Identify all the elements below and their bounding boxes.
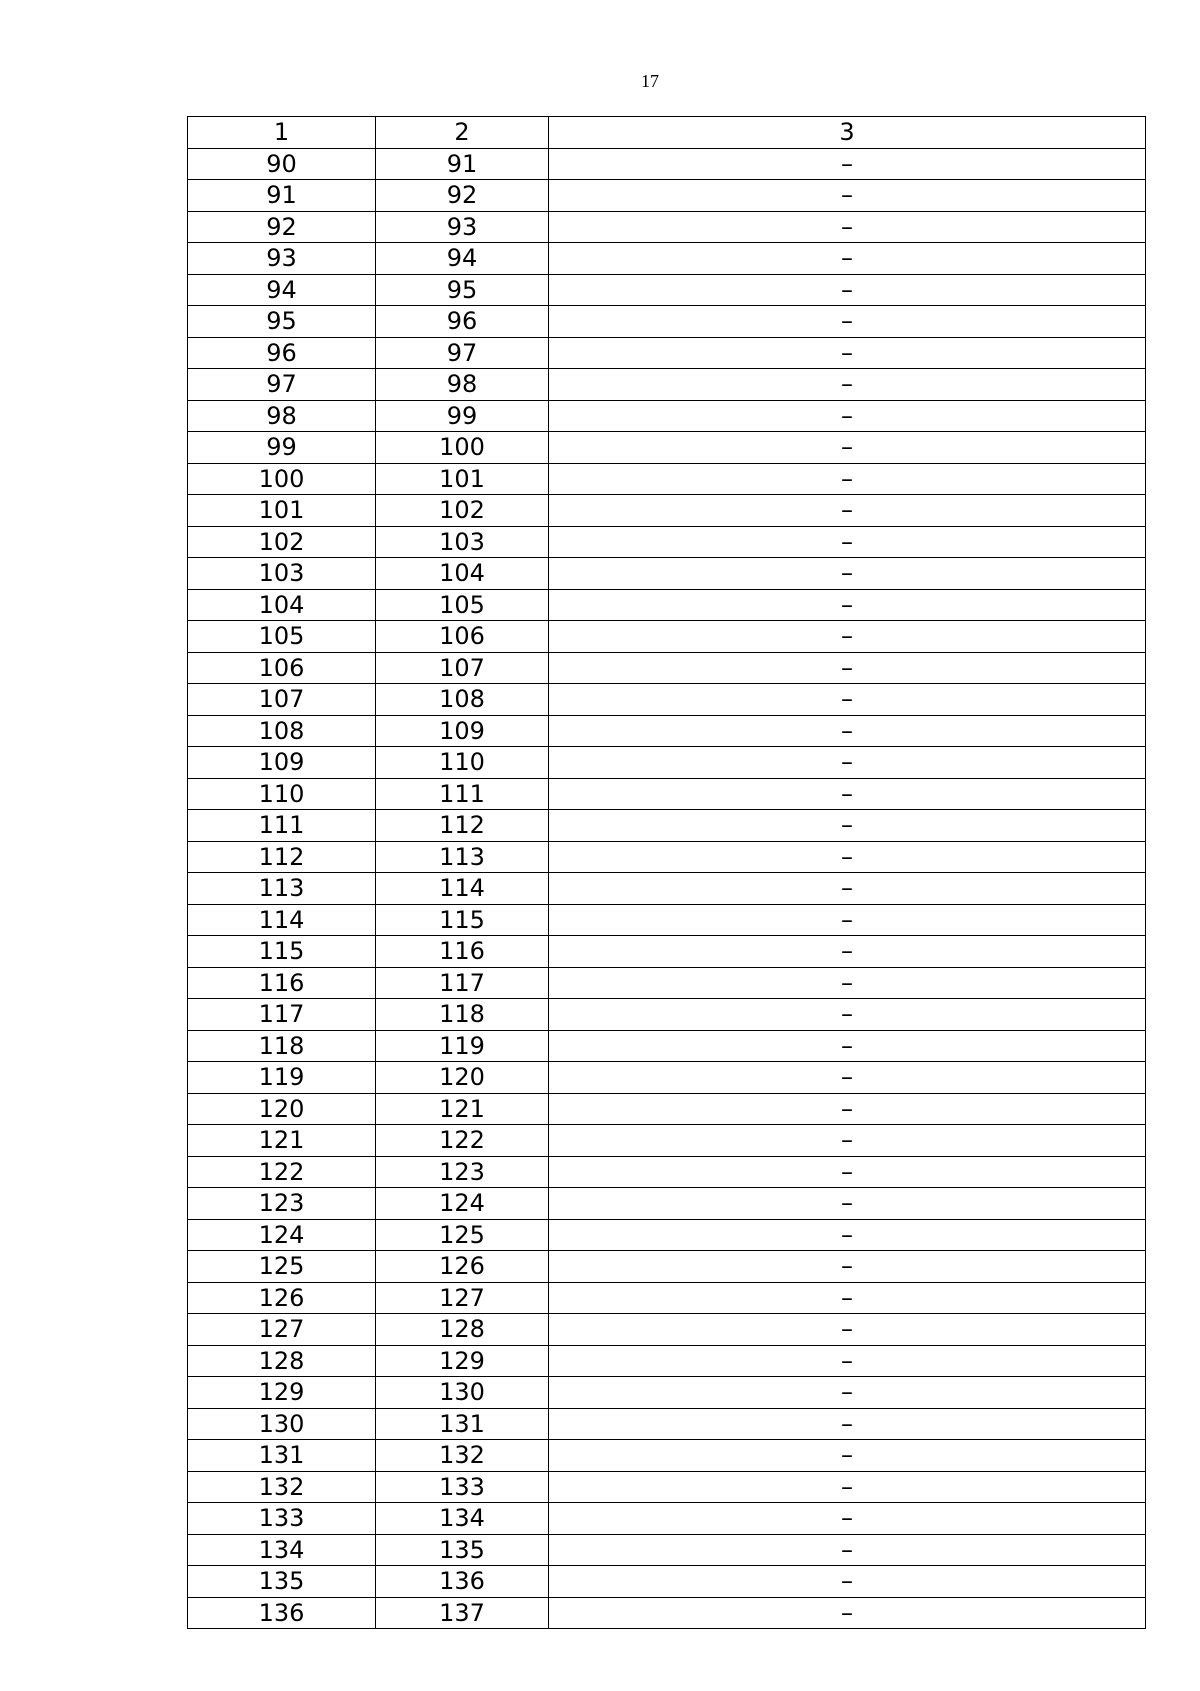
table-cell-col2: 98 (376, 369, 549, 401)
table-cell-col1: 132 (188, 1471, 376, 1503)
table-row (188, 463, 1146, 495)
table-cell-col3: – (549, 432, 1146, 464)
table-body (188, 117, 1146, 1629)
table-cell-col2: 127 (376, 1282, 549, 1314)
header-cell-col1: 1 (188, 117, 376, 149)
table-cell-col3: – (549, 1597, 1146, 1629)
table-row (188, 1156, 1146, 1188)
table-cell-col2: 136 (376, 1566, 549, 1598)
table-cell-col3: – (549, 1503, 1146, 1535)
table-cell-col2: 112 (376, 810, 549, 842)
table-row (188, 1471, 1146, 1503)
table-row (188, 904, 1146, 936)
table-cell-col1: 106 (188, 652, 376, 684)
table-cell-col2: 135 (376, 1534, 549, 1566)
table-row (188, 306, 1146, 338)
table-cell-col3: – (549, 274, 1146, 306)
table-cell-col2: 115 (376, 904, 549, 936)
table-cell-col2: 106 (376, 621, 549, 653)
table-cell-col1: 136 (188, 1597, 376, 1629)
table-row (188, 1030, 1146, 1062)
table-cell-col2: 124 (376, 1188, 549, 1220)
table-cell-col1: 96 (188, 337, 376, 369)
table-cell-col3: – (549, 967, 1146, 999)
table-row (188, 1251, 1146, 1283)
table-cell-col2: 114 (376, 873, 549, 905)
table-row (188, 1062, 1146, 1094)
table-cell-col3: – (549, 306, 1146, 338)
table-cell-col3: – (549, 180, 1146, 212)
table-cell-col1: 90 (188, 148, 376, 180)
table-cell-col2: 113 (376, 841, 549, 873)
table-cell-col3: – (549, 589, 1146, 621)
table-cell-col3: – (549, 873, 1146, 905)
table-cell-col1: 133 (188, 1503, 376, 1535)
table-row (188, 180, 1146, 212)
table-cell-col2: 100 (376, 432, 549, 464)
table-cell-col1: 98 (188, 400, 376, 432)
table-header-row (188, 117, 1146, 149)
table-cell-col2: 111 (376, 778, 549, 810)
table-row (188, 873, 1146, 905)
table-cell-col1: 128 (188, 1345, 376, 1377)
table-cell-col3: – (549, 1282, 1146, 1314)
table-cell-col3: – (549, 1314, 1146, 1346)
table-cell-col2: 102 (376, 495, 549, 527)
table-cell-col3: – (549, 1566, 1146, 1598)
table-row (188, 810, 1146, 842)
table-cell-col3: – (549, 652, 1146, 684)
table-cell-col2: 121 (376, 1093, 549, 1125)
table-row (188, 432, 1146, 464)
table-cell-col2: 131 (376, 1408, 549, 1440)
table-cell-col3: – (549, 1156, 1146, 1188)
table-cell-col3: – (549, 1408, 1146, 1440)
table-cell-col1: 135 (188, 1566, 376, 1598)
table-cell-col1: 118 (188, 1030, 376, 1062)
table-cell-col1: 101 (188, 495, 376, 527)
table-cell-col1: 124 (188, 1219, 376, 1251)
table-cell-col2: 108 (376, 684, 549, 716)
table-cell-col1: 109 (188, 747, 376, 779)
table-cell-col3: – (549, 1534, 1146, 1566)
table-cell-col1: 114 (188, 904, 376, 936)
table-row (188, 1219, 1146, 1251)
table-cell-col2: 137 (376, 1597, 549, 1629)
table-row (188, 243, 1146, 275)
table-cell-col1: 122 (188, 1156, 376, 1188)
table-cell-col3: – (549, 1030, 1146, 1062)
table-row (188, 1093, 1146, 1125)
table-cell-col1: 108 (188, 715, 376, 747)
table-cell-col1: 111 (188, 810, 376, 842)
table-cell-col2: 103 (376, 526, 549, 558)
table-row (188, 1345, 1146, 1377)
table-cell-col2: 119 (376, 1030, 549, 1062)
table-cell-col2: 130 (376, 1377, 549, 1409)
table-cell-col3: – (549, 999, 1146, 1031)
table-cell-col2: 118 (376, 999, 549, 1031)
table-cell-col3: – (549, 1188, 1146, 1220)
table-cell-col2: 129 (376, 1345, 549, 1377)
table-cell-col3: – (549, 1251, 1146, 1283)
table-row (188, 1566, 1146, 1598)
table-cell-col1: 104 (188, 589, 376, 621)
table-cell-col2: 101 (376, 463, 549, 495)
data-table (187, 116, 1146, 1629)
table-cell-col3: – (549, 1345, 1146, 1377)
table-cell-col3: – (549, 1062, 1146, 1094)
table-cell-col2: 116 (376, 936, 549, 968)
table-cell-col2: 92 (376, 180, 549, 212)
table-cell-col2: 133 (376, 1471, 549, 1503)
table-cell-col1: 92 (188, 211, 376, 243)
table-row (188, 1377, 1146, 1409)
table-row (188, 589, 1146, 621)
table-cell-col2: 104 (376, 558, 549, 590)
header-cell-col3: 3 (549, 117, 1146, 149)
table-cell-col1: 91 (188, 180, 376, 212)
table-cell-col1: 130 (188, 1408, 376, 1440)
table-row (188, 558, 1146, 590)
table-cell-col3: – (549, 400, 1146, 432)
table-row (188, 621, 1146, 653)
table-cell-col2: 110 (376, 747, 549, 779)
table-cell-col3: – (549, 1377, 1146, 1409)
table-cell-col1: 94 (188, 274, 376, 306)
table-cell-col1: 117 (188, 999, 376, 1031)
table-cell-col2: 125 (376, 1219, 549, 1251)
table-cell-col2: 122 (376, 1125, 549, 1157)
table-cell-col1: 126 (188, 1282, 376, 1314)
table-cell-col2: 132 (376, 1440, 549, 1472)
table-cell-col1: 115 (188, 936, 376, 968)
header-cell-col2: 2 (376, 117, 549, 149)
table-cell-col3: – (549, 1219, 1146, 1251)
table-cell-col3: – (549, 1440, 1146, 1472)
table-row (188, 1597, 1146, 1629)
table-cell-col3: – (549, 558, 1146, 590)
table-row (188, 400, 1146, 432)
table-row (188, 747, 1146, 779)
table-cell-col2: 128 (376, 1314, 549, 1346)
table-row (188, 526, 1146, 558)
table-row (188, 274, 1146, 306)
table-cell-col3: – (549, 495, 1146, 527)
table-cell-col2: 95 (376, 274, 549, 306)
table-cell-col2: 123 (376, 1156, 549, 1188)
table-row (188, 1125, 1146, 1157)
table-row (188, 778, 1146, 810)
table-cell-col1: 120 (188, 1093, 376, 1125)
table-cell-col3: – (549, 526, 1146, 558)
table-cell-col2: 134 (376, 1503, 549, 1535)
table-cell-col1: 95 (188, 306, 376, 338)
table-cell-col3: – (549, 621, 1146, 653)
table-cell-col1: 113 (188, 873, 376, 905)
table-cell-col2: 99 (376, 400, 549, 432)
table-row (188, 369, 1146, 401)
table-row (188, 936, 1146, 968)
table-cell-col3: – (549, 337, 1146, 369)
table-cell-col1: 121 (188, 1125, 376, 1157)
table-cell-col3: – (549, 747, 1146, 779)
table-cell-col1: 105 (188, 621, 376, 653)
table-row (188, 148, 1146, 180)
table-cell-col3: – (549, 243, 1146, 275)
table-cell-col1: 103 (188, 558, 376, 590)
table-row (188, 967, 1146, 999)
table-cell-col3: – (549, 1125, 1146, 1157)
table-cell-col1: 123 (188, 1188, 376, 1220)
table-cell-col1: 129 (188, 1377, 376, 1409)
table-cell-col2: 109 (376, 715, 549, 747)
table-cell-col1: 93 (188, 243, 376, 275)
table-cell-col1: 127 (188, 1314, 376, 1346)
table-cell-col1: 100 (188, 463, 376, 495)
table-row (188, 684, 1146, 716)
table-cell-col1: 116 (188, 967, 376, 999)
table-cell-col1: 131 (188, 1440, 376, 1472)
table-cell-col2: 91 (376, 148, 549, 180)
table-cell-col1: 102 (188, 526, 376, 558)
table-cell-col2: 120 (376, 1062, 549, 1094)
table-cell-col3: – (549, 904, 1146, 936)
table-cell-col2: 93 (376, 211, 549, 243)
table-cell-col3: – (549, 778, 1146, 810)
table-row (188, 1534, 1146, 1566)
table-row (188, 1503, 1146, 1535)
table-cell-col3: – (549, 148, 1146, 180)
table-cell-col1: 99 (188, 432, 376, 464)
table-cell-col3: – (549, 463, 1146, 495)
table-cell-col2: 105 (376, 589, 549, 621)
table-cell-col3: – (549, 1093, 1146, 1125)
table-row (188, 841, 1146, 873)
table-cell-col1: 134 (188, 1534, 376, 1566)
table-cell-col1: 112 (188, 841, 376, 873)
page-number: 17 (641, 71, 659, 91)
table-row (188, 337, 1146, 369)
table-cell-col1: 119 (188, 1062, 376, 1094)
table-cell-col3: – (549, 1471, 1146, 1503)
table-cell-col2: 97 (376, 337, 549, 369)
table-row (188, 1188, 1146, 1220)
table-cell-col3: – (549, 369, 1146, 401)
table-cell-col1: 110 (188, 778, 376, 810)
table-cell-col3: – (549, 810, 1146, 842)
table-cell-col3: – (549, 684, 1146, 716)
table-row (188, 715, 1146, 747)
table-cell-col2: 107 (376, 652, 549, 684)
table-cell-col3: – (549, 211, 1146, 243)
table-cell-col3: – (549, 936, 1146, 968)
table-cell-col3: – (549, 841, 1146, 873)
table-row (188, 211, 1146, 243)
table-row (188, 652, 1146, 684)
table-row (188, 495, 1146, 527)
table-row (188, 1408, 1146, 1440)
table-cell-col3: – (549, 715, 1146, 747)
table-cell-col2: 117 (376, 967, 549, 999)
table-row (188, 1440, 1146, 1472)
table-cell-col1: 125 (188, 1251, 376, 1283)
table-cell-col2: 96 (376, 306, 549, 338)
table-cell-col1: 107 (188, 684, 376, 716)
table-row (188, 1314, 1146, 1346)
table-cell-col1: 97 (188, 369, 376, 401)
table-cell-col2: 126 (376, 1251, 549, 1283)
table-cell-col2: 94 (376, 243, 549, 275)
table-row (188, 1282, 1146, 1314)
table-row (188, 999, 1146, 1031)
